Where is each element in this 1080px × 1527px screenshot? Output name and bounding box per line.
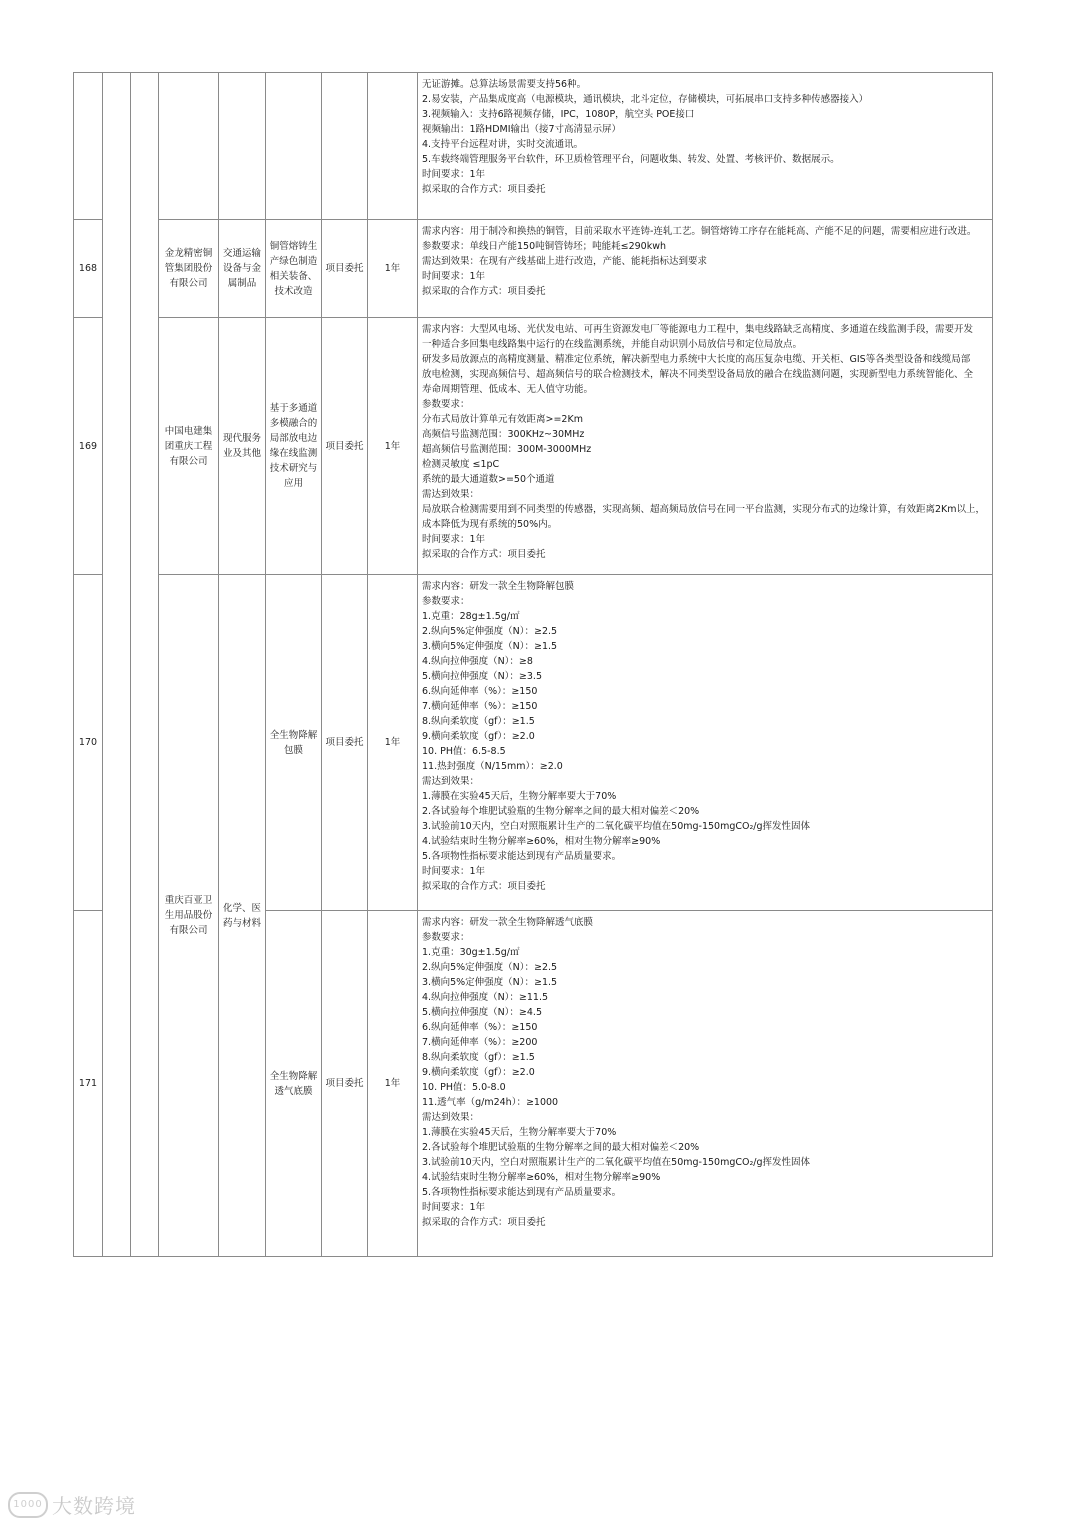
desc-line: 时间要求：1年 (422, 1202, 486, 1213)
duration: 1年 (368, 220, 418, 318)
desc-line: 3.视频输入：支持6路视频存储，IPC，1080P，航空头 POE接口 (422, 109, 695, 120)
watermark-text: 大数跨境 (52, 1494, 136, 1518)
desc-line: 参数要求： (422, 932, 470, 943)
desc-line: 1.克重：28g±1.5g/㎡ (422, 611, 520, 622)
desc-line: 高频信号监测范围：300KHz~30MHz (422, 429, 585, 440)
desc-line: 2.纵向5%定伸强度（N）：≥2.5 (422, 962, 558, 973)
desc-line: 3.横向5%定伸强度（N）：≥1.5 (422, 977, 558, 988)
desc-line: 9.横向柔软度（gf）：≥2.0 (422, 731, 535, 742)
desc-line: 寿命周期管理、低成本、无人值守功能。 (422, 384, 594, 395)
cooperation-mode: 项目委托 (322, 220, 368, 318)
cooperation-mode: 项目委托 (322, 318, 368, 575)
desc-line: 放电检测，实现高频信号、超高频信号的联合检测技术，解决不同类型设备局放的融合在线监测问题，实现新型电力系统智能化、全 (422, 369, 974, 380)
desc-line: 11.透气率（g/m24h）：≥1000 (422, 1097, 559, 1108)
desc-line: 3.横向5%定伸强度（N）：≥1.5 (422, 641, 558, 652)
desc-line: 2.纵向5%定伸强度（N）：≥2.5 (422, 626, 558, 637)
industry (219, 73, 266, 220)
desc-line: 需达到效果： (422, 776, 480, 787)
desc-line: 1.薄膜在实验45天后，生物分解率要大于70% (422, 1127, 617, 1138)
row-number: 170 (74, 575, 103, 911)
row-number: 169 (74, 318, 103, 575)
desc-line: 需求内容：大型风电场、光伏发电站、可再生资源发电厂等能源电力工程中，集电线路缺乏高精度、多通道在线监测手段，需要开发 (422, 324, 974, 335)
project-name: 铜管熔铸生产绿色制造相关装备、技术改造 (266, 220, 322, 318)
desc-line: 11.热封强度（N/15mm）：≥2.0 (422, 761, 563, 772)
desc-line: 时间要求：1年 (422, 866, 486, 877)
desc-line: 需达到效果： (422, 489, 480, 500)
desc-line: 拟采取的合作方式：项目委托 (422, 286, 546, 297)
industry: 交通运输设备与金属制品 (219, 220, 266, 318)
desc-line: 4.支持平台远程对讲，实时交流通讯。 (422, 139, 584, 150)
desc-line: 2.各试验每个堆肥试验瓶的生物分解率之间的最大相对偏差＜20% (422, 806, 700, 817)
desc-line: 2.各试验每个堆肥试验瓶的生物分解率之间的最大相对偏差＜20% (422, 1142, 700, 1153)
desc-line: 超高频信号监测范围：300M-3000MHz (422, 444, 592, 455)
desc-line: 时间要求：1年 (422, 534, 486, 545)
desc-line: 8.纵向柔软度（gf）：≥1.5 (422, 716, 535, 727)
desc-line: 10. PH值：5.0-8.0 (422, 1082, 506, 1093)
table-row (74, 220, 993, 318)
table-row (74, 73, 993, 220)
desc-line: 需达到效果：在现有产线基础上进行改造，产能、能耗指标达到要求 (422, 256, 708, 267)
desc-line: 需达到效果： (422, 1112, 480, 1123)
desc-line: 3.试验前10天内，空白对照瓶累计生产的二氧化碳平均值在50mg-150mgCO₂/g挥发性固体 (422, 821, 811, 832)
desc-line: 一种适合多回集电线路集中运行的在线监测系统，并能自动识别小局放信号和定位局放点。 (422, 339, 803, 350)
industry: 化学、医药与材料 (219, 575, 266, 1257)
desc-line: 拟采取的合作方式：项目委托 (422, 549, 546, 560)
desc-line: 4.试验结束时生物分解率≥60%，相对生物分解率≥90% (422, 1172, 661, 1183)
requirement-description (418, 911, 993, 1257)
requirement-description (418, 575, 993, 911)
desc-line: 时间要求：1年 (422, 271, 486, 282)
blank-column (131, 73, 159, 1257)
desc-line: 4.纵向拉伸强度（N）：≥8 (422, 656, 533, 667)
project-name: 全生物降解透气底膜 (266, 911, 322, 1257)
desc-line: 5.各项物性指标要求能达到现有产品质量要求。 (422, 851, 622, 862)
desc-line: 成本降低为现有系统的50%内。 (422, 519, 558, 530)
desc-line: 10. PH值：6.5-8.5 (422, 746, 506, 757)
desc-line: 需求内容：用于制冷和换热的铜管，目前采取水平连铸-连轧工艺。铜管熔铸工序存在能耗高、产能不足的问题，需要相应进行改进。 (422, 226, 977, 237)
cooperation-mode: 项目委托 (322, 575, 368, 911)
desc-line: 拟采取的合作方式：项目委托 (422, 881, 546, 892)
requirement-description (418, 73, 993, 220)
requirements-table (73, 72, 993, 1257)
desc-line: 7.横向延伸率（%）：≥200 (422, 1037, 538, 1048)
row-number: 168 (74, 220, 103, 318)
desc-line: 2.易安装，产品集成度高（电源模块，通讯模块，北斗定位，存储模块，可拓展串口支持多种传感器接入） (422, 94, 869, 105)
desc-line: 6.纵向延伸率（%）：≥150 (422, 1022, 538, 1033)
desc-line: 拟采取的合作方式：项目委托 (422, 1217, 546, 1228)
duration: 1年 (368, 911, 418, 1257)
requirement-description (418, 318, 993, 575)
company-name: 金龙精密铜管集团股份有限公司 (159, 220, 219, 318)
desc-line: 局放联合检测需要用到不同类型的传感器，实现高频、超高频局放信号在同一平台监测，实现分布式的边缘计算，有效距离2Km以上， (422, 504, 986, 515)
watermark (8, 1490, 136, 1519)
industry: 现代服务业及其他 (219, 318, 266, 575)
desc-line: 5.横向拉伸强度（N）：≥4.5 (422, 1007, 542, 1018)
desc-line: 分布式局放计算单元有效距离>=2Km (422, 414, 583, 425)
desc-line: 6.纵向延伸率（%）：≥150 (422, 686, 538, 697)
desc-line: 参数要求：单线日产能150吨铜管铸坯；吨能耗≤290kwh (422, 241, 667, 252)
duration: 1年 (368, 575, 418, 911)
desc-line: 拟采取的合作方式：项目委托 (422, 184, 546, 195)
table-row (74, 318, 993, 575)
desc-line: 5.横向拉伸强度（N）：≥3.5 (422, 671, 542, 682)
table-row (74, 575, 993, 911)
cooperation-mode: 项目委托 (322, 911, 368, 1257)
company-name: 中国电建集团重庆工程有限公司 (159, 318, 219, 575)
duration: 1年 (368, 318, 418, 575)
requirement-description (418, 220, 993, 318)
desc-line: 9.横向柔软度（gf）：≥2.0 (422, 1067, 535, 1078)
company-name (159, 73, 219, 220)
desc-line: 3.试验前10天内，空白对照瓶累计生产的二氧化碳平均值在50mg-150mgCO₂/g挥发性固体 (422, 1157, 811, 1168)
desc-line: 需求内容：研发一款全生物降解透气底膜 (422, 917, 594, 928)
desc-line: 研发多局放源点的高精度测量、精准定位系统，解决新型电力系统中大长度的高压复杂电缆、开关柜、GIS等各类型设备和线缆局部 (422, 354, 971, 365)
project-name: 基于多通道多模融合的局部放电边缘在线监测技术研究与应用 (266, 318, 322, 575)
desc-line: 5.各项物性指标要求能达到现有产品质量要求。 (422, 1187, 622, 1198)
desc-line: 8.纵向柔软度（gf）：≥1.5 (422, 1052, 535, 1063)
desc-line: 4.试验结束时生物分解率≥60%，相对生物分解率≥90% (422, 836, 661, 847)
duration (368, 73, 418, 220)
row-number (74, 73, 103, 220)
desc-line: 需求内容：研发一款全生物降解包膜 (422, 581, 575, 592)
desc-line: 1.薄膜在实验45天后，生物分解率要大于70% (422, 791, 617, 802)
desc-line: 1.克重：30g±1.5g/㎡ (422, 947, 520, 958)
desc-line: 7.横向延伸率（%）：≥150 (422, 701, 538, 712)
desc-line: 5.车载终端管理服务平台软件，环卫质检管理平台，问题收集、转发、处置、考核评价、数据展示。 (422, 154, 840, 165)
project-name (266, 73, 322, 220)
project-name: 全生物降解包膜 (266, 575, 322, 911)
desc-line: 无证游摊。总算法场景需要支持56种。 (422, 79, 587, 90)
desc-line: 检测灵敏度 ≤1pC (422, 459, 500, 470)
company-name: 重庆百亚卫生用品股份有限公司 (159, 575, 219, 1257)
row-number: 171 (74, 911, 103, 1257)
desc-line: 参数要求： (422, 596, 470, 607)
watermark-logo-icon: 1000 (8, 1492, 48, 1518)
desc-line: 时间要求：1年 (422, 169, 486, 180)
desc-line: 系统的最大通道数>=50个通道 (422, 474, 555, 485)
cooperation-mode (322, 73, 368, 220)
desc-line: 参数要求： (422, 399, 470, 410)
blank-column (103, 73, 131, 1257)
desc-line: 4.纵向拉伸强度（N）：≥11.5 (422, 992, 549, 1003)
desc-line: 视频输出：1路HDMI输出（接7寸高清显示屏） (422, 124, 622, 135)
